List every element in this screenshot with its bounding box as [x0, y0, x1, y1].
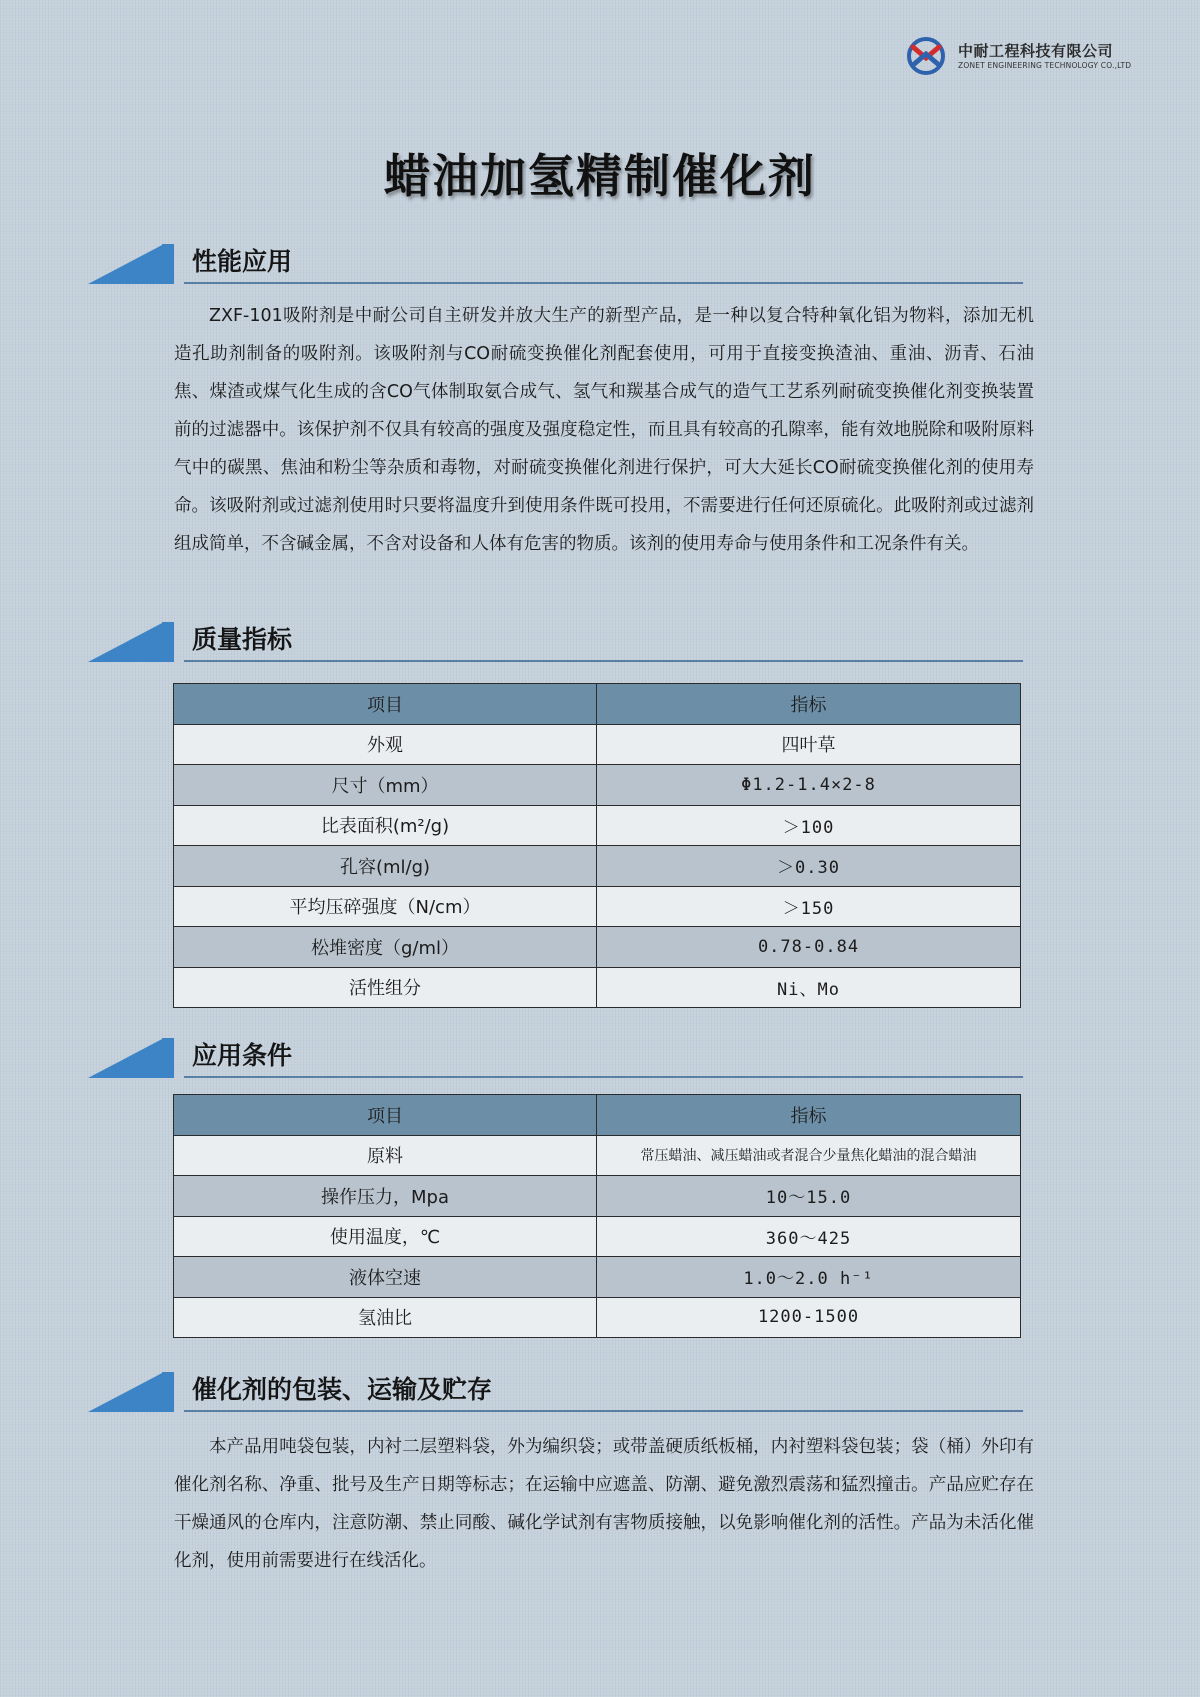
table-row [174, 1176, 1021, 1217]
table-row [174, 765, 1021, 806]
section-heading-conditions [88, 1036, 1023, 1078]
table-row [174, 724, 1021, 765]
row-label: 原料 [174, 1135, 597, 1176]
section-marker-icon [88, 244, 164, 284]
row-label: 松堆密度（g/ml） [174, 927, 597, 968]
header-cell-item: 项目 [174, 684, 597, 725]
section-title: 应用条件 [192, 1041, 293, 1070]
row-value: 1200-1500 [597, 1297, 1021, 1338]
table-header-row [174, 1095, 1021, 1136]
row-label: 操作压力，Mpa [174, 1176, 597, 1217]
row-value: Φ1.2-1.4×2-8 [597, 765, 1021, 806]
section-divider [184, 1410, 1023, 1412]
company-name-cn: 中耐工程科技有限公司 [958, 42, 1114, 60]
section-marker-icon [88, 622, 164, 662]
company-logo [906, 36, 1136, 80]
row-label: 氢油比 [174, 1297, 597, 1338]
row-label: 使用温度，℃ [174, 1216, 597, 1257]
row-label: 尺寸（mm） [174, 765, 597, 806]
row-value: ＞0.30 [597, 846, 1021, 887]
row-label: 活性组分 [174, 967, 597, 1008]
table-row [174, 1216, 1021, 1257]
section-title: 催化剂的包装、运输及贮存 [192, 1375, 493, 1404]
row-label: 平均压碎强度（N/cm） [174, 886, 597, 927]
section-divider [184, 282, 1023, 284]
row-value: ＞100 [597, 805, 1021, 846]
table-row [174, 967, 1021, 1008]
row-value: 常压蜡油、减压蜡油或者混合少量焦化蜡油的混合蜡油 [597, 1135, 1021, 1176]
packaging-paragraph: 本产品用吨袋包装，内衬二层塑料袋，外为编织袋；或带盖硬质纸板桶，内衬塑料袋包装；袋（桶）外印有催化剂名称、净重、批号及生产日期等标志；在运输中应遮盖、防潮、避免激烈震荡和猛烈撞击。产品应贮存在干燥通风的仓库内，注意防潮、禁止同酸、碱化学试剂有害物质接触，以免影响催化剂的活性。产品为未活化催化剂，使用前需要进行在线活化。 [174, 1437, 1034, 1571]
row-value: Ni、Mo [597, 967, 1021, 1008]
section-marker-icon [88, 1372, 164, 1412]
row-value: ＞150 [597, 886, 1021, 927]
row-label: 孔容(ml/g) [174, 846, 597, 887]
row-value: 10～15.0 [597, 1176, 1021, 1217]
row-value: 1.0～2.0 h⁻¹ [597, 1257, 1021, 1298]
row-value: 360～425 [597, 1216, 1021, 1257]
quality-table [173, 683, 1021, 1008]
row-label: 液体空速 [174, 1257, 597, 1298]
table-row [174, 927, 1021, 968]
section-divider [184, 660, 1023, 662]
page-title: 蜡油加氢精制催化剂 [384, 149, 816, 203]
row-value: 0.78-0.84 [597, 927, 1021, 968]
conditions-table [173, 1094, 1021, 1338]
section-heading-packaging [88, 1370, 1023, 1412]
table-row [174, 1257, 1021, 1298]
section-title: 质量指标 [192, 625, 293, 654]
table-row [174, 805, 1021, 846]
table-row [174, 1297, 1021, 1338]
performance-paragraph: ZXF-101吸附剂是中耐公司自主研发并放大生产的新型产品，是一种以复合特种氧化铝为物料，添加无机造孔助剂制备的吸附剂。该吸附剂与CO耐硫变换催化剂配套使用，可用于直接变换渣油、重油、沥青、石油焦、煤渣或煤气化生成的含CO气体制取氨合成气、氢气和羰基合成气的造气工艺系列耐硫变换催化剂变换装置前的过滤器中。该保护剂不仅具有较高的强度及强度稳定性，而且具有较高的孔隙率，能有效地脱除和吸附原料气中的碳黑、焦油和粉尘等杂质和毒物，对耐硫变换催化剂进行保护，可大大延长CO耐硫变换催化剂的使用寿命。该吸附剂或过滤剂使用时只要将温度升到使用条件既可投用，不需要进行任何还原硫化。此吸附剂或过滤剂组成简单，不含碱金属，不含对设备和人体有危害的物质。该剂的使用寿命与使用条件和工况条件有关。 [174, 306, 1034, 554]
company-name-en: ZONET ENGINEERING TECHNOLOGY CO.,LTD [958, 61, 1132, 70]
table-header-row [174, 684, 1021, 725]
header-cell-item: 项目 [174, 1095, 597, 1136]
table-row [174, 886, 1021, 927]
section-marker-bar [162, 622, 174, 662]
row-label: 外观 [174, 724, 597, 765]
section-marker-bar [162, 244, 174, 284]
table-row [174, 846, 1021, 887]
row-value: 四叶草 [597, 724, 1021, 765]
header-cell-value: 指标 [597, 684, 1021, 725]
section-divider [184, 1076, 1023, 1078]
logo-mark-icon [906, 36, 946, 76]
row-label: 比表面积(m²/g) [174, 805, 597, 846]
section-marker-bar [162, 1038, 174, 1078]
section-title: 性能应用 [192, 247, 293, 276]
table-row [174, 1135, 1021, 1176]
header-cell-value: 指标 [597, 1095, 1021, 1136]
section-marker-bar [162, 1372, 174, 1412]
section-heading-performance [88, 242, 1023, 284]
section-marker-icon [88, 1038, 164, 1078]
section-heading-quality [88, 620, 1023, 662]
